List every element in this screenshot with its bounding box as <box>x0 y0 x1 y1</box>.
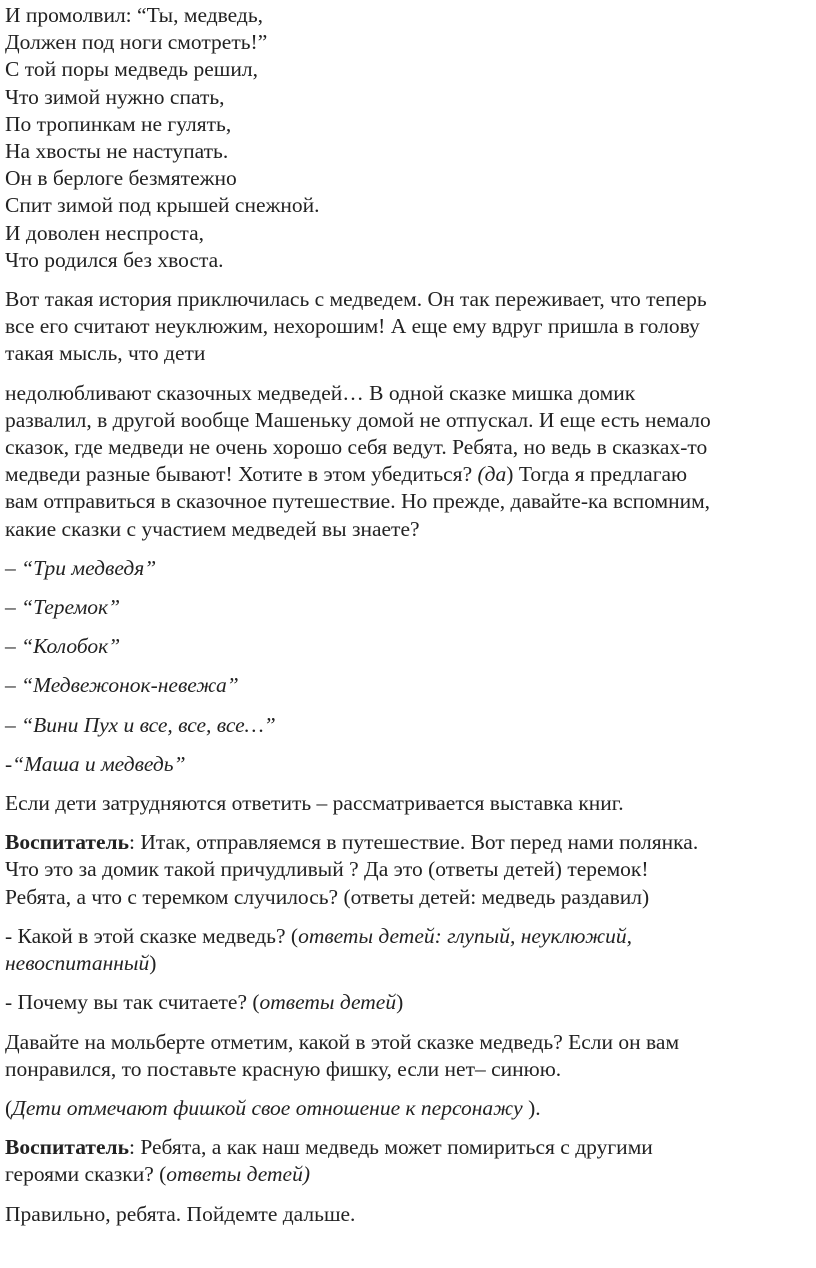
text-span: героями сказки? ( <box>5 1162 167 1187</box>
text-span: ) <box>396 990 404 1015</box>
text-line: сказок, где медведи не очень хорошо себя ведут. Ребята, но ведь в сказках-то <box>5 435 708 460</box>
list-item <box>5 633 810 660</box>
list-item <box>5 712 810 739</box>
text-span: ). <box>522 1095 541 1120</box>
paragraph-question-why <box>5 989 810 1016</box>
paragraph-easel-instruction <box>5 1029 810 1083</box>
paragraph-book-exhibition: Если дети затрудняются ответить – рассматривается выставка книг. <box>5 791 624 816</box>
text-line: какие сказки с участием медведей вы знаете? <box>5 516 420 541</box>
text-line: такая мысль, что дети <box>5 341 206 366</box>
text-line: все его считают неуклюжим, нехорошим! А еще ему вдруг пришла в голову <box>5 314 700 339</box>
list-dash: – <box>5 555 22 580</box>
answer-italic: ответы детей) <box>166 1162 310 1187</box>
answer-italic: ответы детей <box>259 990 397 1015</box>
paragraph-teacher-reconcile <box>5 1134 810 1188</box>
list-dash: – <box>5 634 22 659</box>
text-line <box>5 1134 810 1161</box>
text-span: - Какой в этой сказке медведь? ( <box>5 923 299 948</box>
list-dash: – <box>5 712 22 737</box>
text-line: недолюбливают сказочных медведей… В одной сказке мишка домик <box>5 380 636 405</box>
poem-line: Что зимой нужно спать, <box>5 84 225 109</box>
stage-direction-italic: Дети отмечают фишкой свое отношение к персонажу <box>12 1095 523 1120</box>
poem-line: По тропинкам не гулять, <box>5 111 232 136</box>
answer-italic: ответы детей: глупый, неуклюжий, <box>298 923 633 948</box>
paragraph-question-what-bear <box>5 923 810 977</box>
tale-title: “Вини Пух и все, все, все…” <box>21 712 276 737</box>
poem-line: Он в берлоге безмятежно <box>5 166 237 191</box>
text-line <box>5 1161 810 1188</box>
tale-title: “Колобок” <box>21 634 121 659</box>
text-line: Давайте на мольберте отметим, какой в этой сказке медведь? Если он вам <box>5 1029 680 1054</box>
poem-line: И доволен неспроста, <box>5 220 205 245</box>
poem-line: Что родился без хвоста. <box>5 247 224 272</box>
poem-line: С той поры медведь решил, <box>5 57 258 82</box>
poem <box>5 2 810 274</box>
paragraph-fairy-tales <box>5 380 810 543</box>
text-line <box>5 950 810 977</box>
paragraph-teacher-journey <box>5 829 810 911</box>
paragraph-children-mark <box>5 1095 810 1122</box>
text-line: вам отправиться в сказочное путешествие. Но прежде, давайте-ка вспомним, <box>5 489 711 514</box>
poem-line: Должен под ноги смотреть!” <box>5 30 268 55</box>
list-dash: – <box>5 595 22 620</box>
answer-italic: (да <box>477 462 507 487</box>
speaker-label: Воспитатель <box>5 830 129 855</box>
list-item <box>5 751 810 778</box>
list-dash: - <box>5 751 13 776</box>
tale-title: “Три медведя” <box>21 555 157 580</box>
text-line: понравился, то поставьте красную фишку, если нет– синюю. <box>5 1056 562 1081</box>
text-span: : Ребята, а как наш медведь может помириться с другими <box>128 1135 653 1160</box>
poem-line: И промолвил: “Ты, медведь, <box>5 3 264 27</box>
text-span: ( <box>5 1095 13 1120</box>
text-span: ) Тогда я предлагаю <box>506 462 688 487</box>
text-span: : Итак, отправляемся в путешествие. Вот перед нами полянка. <box>128 830 699 855</box>
text-span: - Почему вы так считаете? ( <box>5 990 260 1015</box>
text-line: Ребята, а что с теремком случилось? (ответы детей: медведь раздавил) <box>5 884 650 909</box>
text-line <box>5 461 810 488</box>
list-item <box>5 672 810 699</box>
text-line <box>5 829 810 856</box>
text-line <box>5 923 810 950</box>
text-line: развалил, в другой вообще Машеньку домой не отпускал. И еще есть немало <box>5 407 711 432</box>
text-span: ) <box>149 951 157 976</box>
answer-italic: невоспитанный <box>5 951 150 976</box>
poem-line: На хвосты не наступать. <box>5 139 229 164</box>
speaker-label: Воспитатель <box>5 1135 129 1160</box>
list-dash: – <box>5 673 22 698</box>
list-item <box>5 555 810 582</box>
list-item <box>5 594 810 621</box>
text-line: Что это за домик такой причудливый ? Да это (ответы детей) теремок! <box>5 857 649 882</box>
poem-line: Спит зимой под крышей снежной. <box>5 193 320 218</box>
text-span: медведи разные бывают! Хотите в этом убедиться? <box>5 462 478 487</box>
tale-title: “Маша и медведь” <box>12 751 186 776</box>
tale-title: “Теремок” <box>21 595 121 620</box>
tale-title: “Медвежонок-невежа” <box>21 673 239 698</box>
paragraph-bear-story <box>5 286 810 368</box>
text-line: Вот такая история приключилась с медведем. Он так переживает, что теперь <box>5 287 707 312</box>
paragraph-closing: Правильно, ребята. Пойдемте дальше. <box>5 1201 356 1226</box>
